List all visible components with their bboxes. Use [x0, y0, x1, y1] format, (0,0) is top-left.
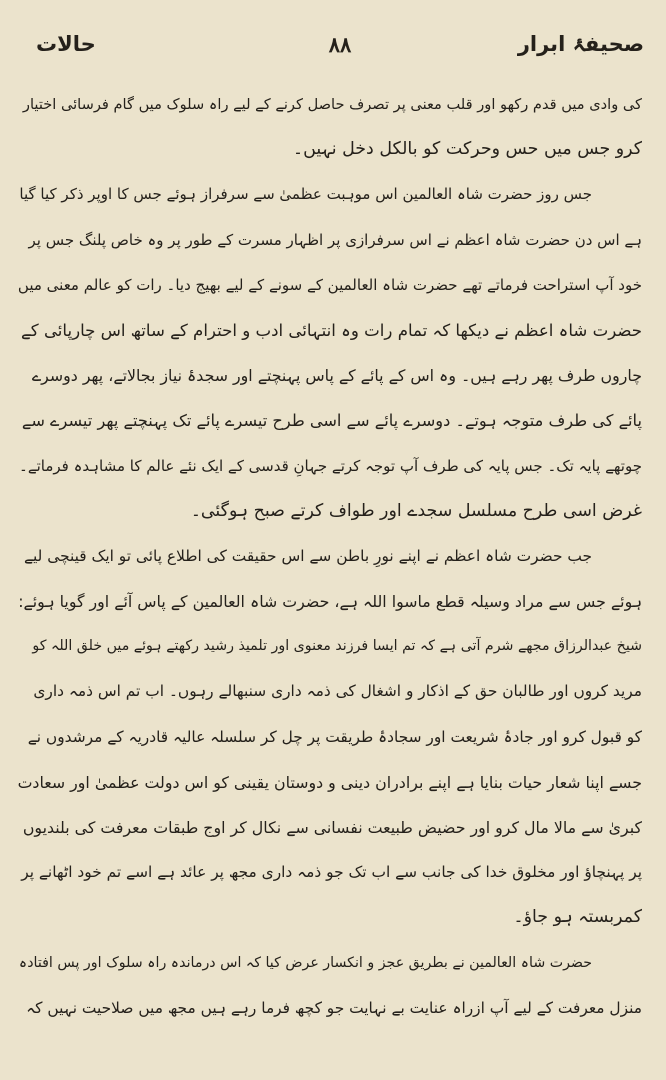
text-line: کرو جس میں حس وحرکت کو بالکل دخل نہیں۔ [292, 139, 642, 160]
text-line: کمربستہ ہو جاؤ۔ [513, 907, 642, 928]
chapter-title: حالات [36, 32, 96, 56]
text-line: کو قبول کرو اور جادۂ شریعت اور سجادۂ طریقت پر چل کر سلسلہ عالیہ قادریہ کے مرشدوں نے [27, 727, 642, 746]
text-line: ہے اس دن حضرت شاہ اعظم نے اس سرفرازی پر اظہار مسرت کے طور پر وہ خاص پلنگ جس پر [28, 230, 642, 249]
text-line: کبریٰ سے مالا مال کرو اور حضیض طبیعت نفسانی سے نکال کر اوج طبقات معرفت کی بلندیوں [22, 818, 642, 837]
text-line: چوتھے پایہ تک۔ جس پایہ کی طرف آپ توجہ کرتے جہانِ قدسی کے ایک نئے عالم کا مشاہدہ فرماتے۔ [19, 456, 642, 475]
book-title: صحیفۂ ابرار [517, 32, 644, 56]
text-line: غرض اسی طرح مسلسل سجدے اور طواف کرتے صبح ہوگئی۔ [190, 500, 642, 521]
text-line: مرید کروں اور طالبان حق کے اذکار و اشغال کی ذمہ داری سنبھالے رہوں۔ اب تم اس ذمہ داری [33, 682, 642, 701]
page-number: ۸۸ [328, 31, 352, 57]
text-line: پائے کی طرف متوجہ ہوتے۔ دوسرے پائے سے اسی طرح تیسرے پائے تک پہنچتے پھر تیسرے سے [21, 411, 642, 431]
text-line: کی وادی میں قدم رکھو اور قلب معنی پر تصرف حاصل کرنے کے لیے راہ سلوک میں گام فرسائی اختیار [22, 96, 642, 113]
text-line: شیخ عبدالرزاق مجھے شرم آتی ہے کہ تم ایسا فرزند معنوی اور تلمیذ رشید رکھتے ہوئے میں خلق اللہ کو [32, 638, 642, 655]
text-line: حضرت شاہ العالمین نے بطریق عجز و انکسار عرض کیا کہ اس درماندہ راہ سلوک اور پس افتادہ [18, 954, 592, 971]
text-line: جسے اپنا شعار حیات بنایا ہے اپنے برادران دینی و دوستان یقینی کو اس دولت عظمیٰ اور سعادت [18, 772, 642, 792]
text-line: پر پہنچاؤ اور مخلوق خدا کی جانب سے اب تک جو ذمہ داری مجھ پر عائد ہے اسے تم خود اٹھانے پر [21, 863, 642, 882]
text-line: جس روز حضرت شاہ العالمین اس موہبت عظمیٰ سے سرفراز ہوئے جس کا اوپر ذکر کیا گیا [19, 185, 592, 204]
text-line: حضرت شاہ اعظم نے دیکھا کہ تمام رات وہ انتہائی ادب و احترام کے ساتھ اس چارپائی کے [21, 320, 642, 340]
text-line: چاروں طرف پھر رہے ہیں۔ وہ اس کے پائے کے پاس پہنچتے اور سجدۂ نیاز بجالاتے، پھر دوسرے [31, 366, 642, 386]
text-line: ہوئے جس سے مراد وسیلہ قطع ماسوا اللہ ہے، حضرت شاہ العالمین کے پاس آئے اور گویا ہوئے: [18, 592, 642, 612]
text-line: جب حضرت شاہ اعظم نے اپنے نورِ باطن سے اس حقیقت کی اطلاع پائی تو ایک قینچی لیے [24, 546, 592, 565]
text-line: خود آپ استراحت فرماتے تھے حضرت شاہ العالمین کے سونے کے لیے بھیج دیا۔ رات کو عالم معنی میں [18, 275, 642, 294]
text-line: منزل معرفت کے لیے آپ ازراہ عنایت بے نہایت جو کچھ فرما رہے ہیں مجھ میں صلاحیت نہیں کہ [26, 998, 642, 1017]
page-header [36, 28, 644, 60]
page-body [18, 82, 642, 1031]
